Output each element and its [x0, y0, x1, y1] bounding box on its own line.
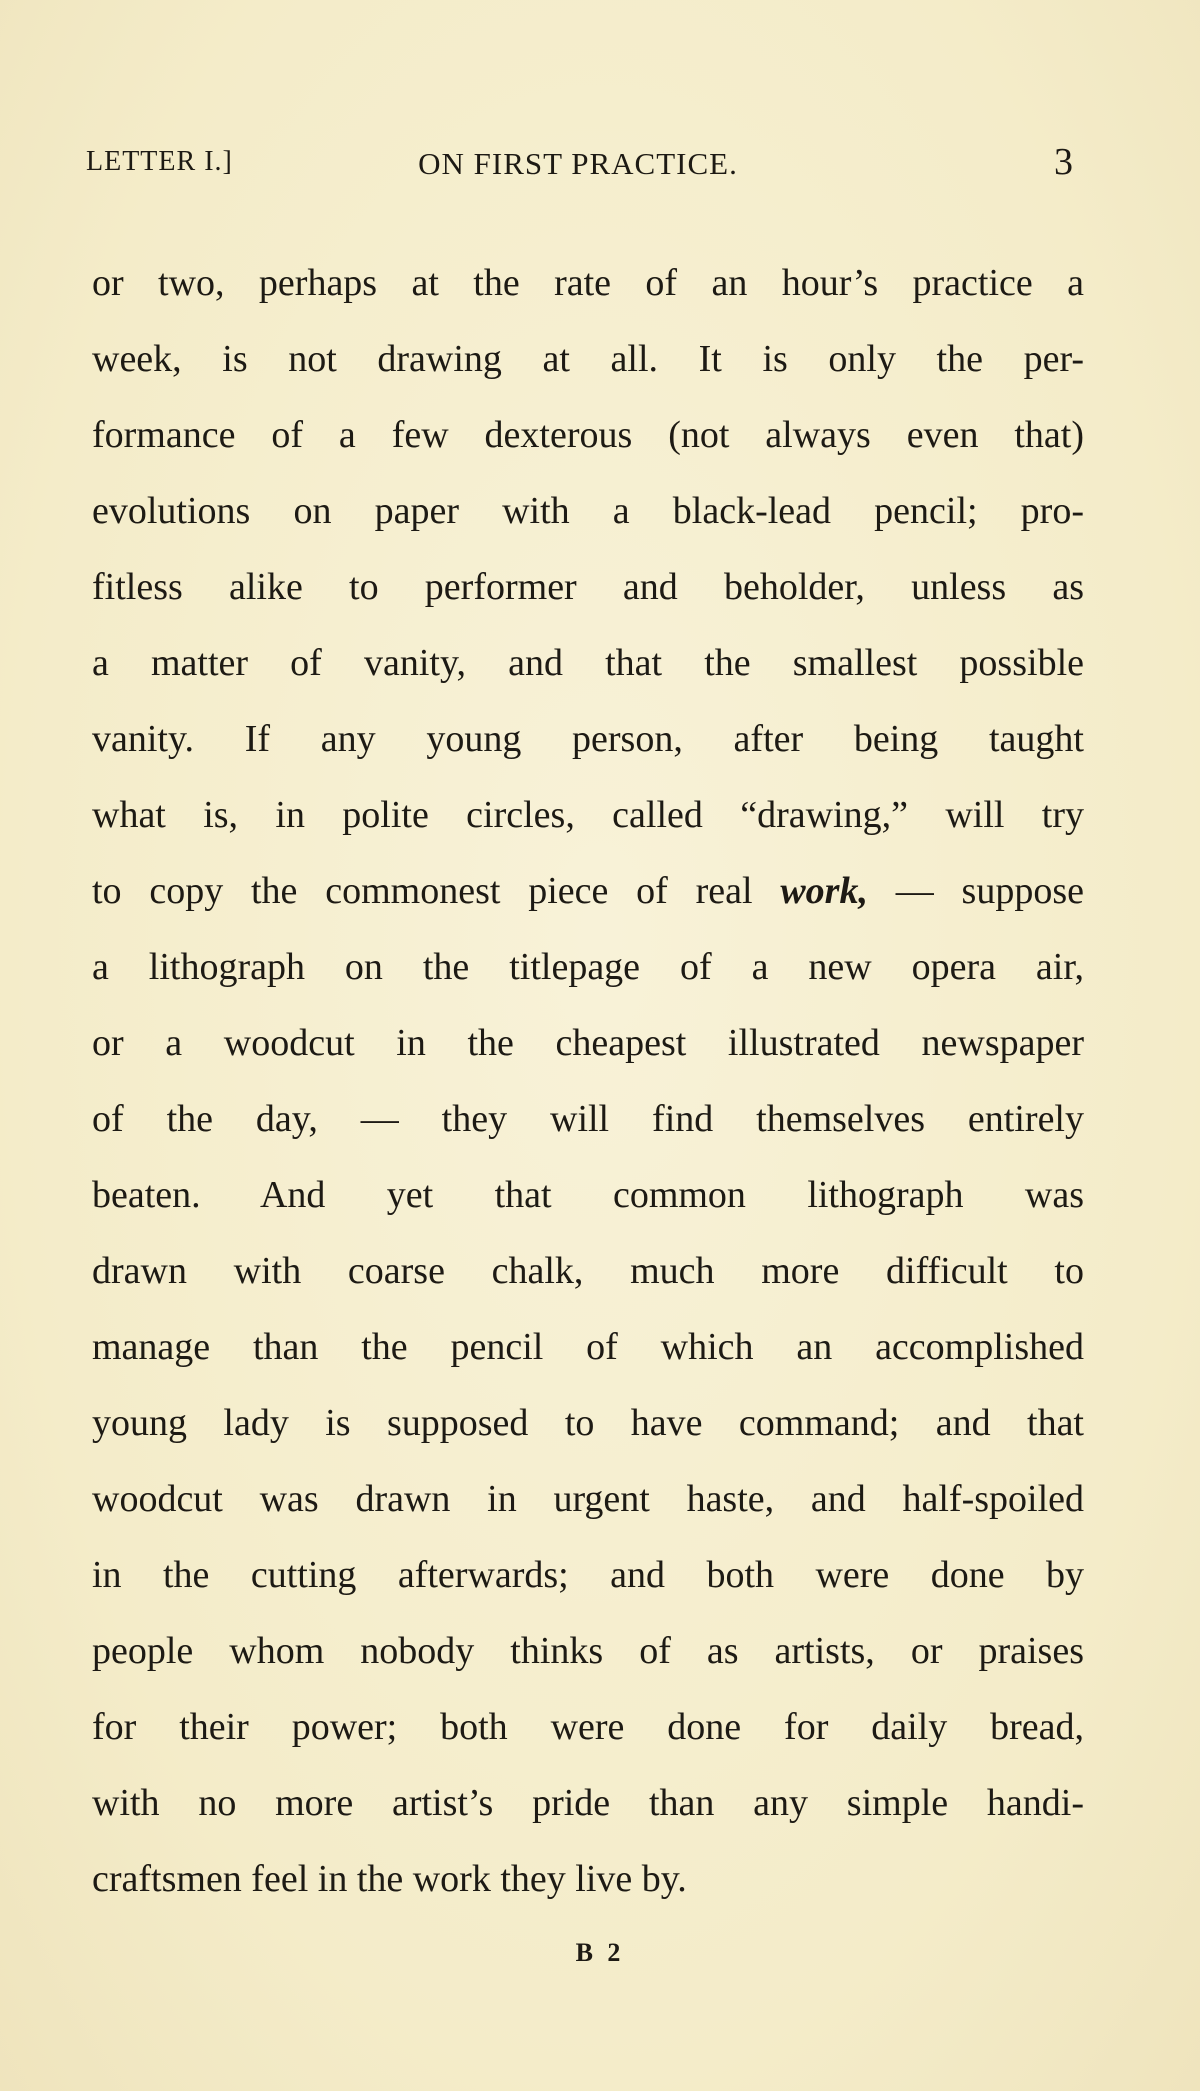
text-line: people whom nobody thinks of as artists, or praises: [92, 1630, 1084, 1672]
text-line: manage than the pencil of which an accomplished: [92, 1326, 1084, 1368]
text-line: fitless alike to performer and beholder, unless as: [92, 566, 1084, 608]
text-line: or a woodcut in the cheapest illustrated newspaper: [92, 1022, 1084, 1064]
body-text: [92, 245, 1084, 1917]
header-chapter-title: ON FIRST PRACTICE.: [418, 146, 738, 181]
text-line: evolutions on paper with a black-lead pencil; pro-: [92, 490, 1084, 532]
text-line: what is, in polite circles, called “drawing,” will try: [92, 794, 1084, 836]
text-line: with no more artist’s pride than any simple handi-: [92, 1782, 1084, 1824]
page-number: 3: [1054, 141, 1074, 183]
text-line: formance of a few dexterous (not always even that): [92, 414, 1084, 456]
text-line: a lithograph on the titlepage of a new opera air,: [92, 946, 1084, 988]
printer-signature-mark: B 2: [575, 1938, 625, 1967]
text-line: beaten. And yet that common lithograph was: [92, 1174, 1084, 1216]
text-line: craftsmen feel in the work they live by.: [92, 1858, 687, 1900]
text-line: week, is not drawing at all. It is only the per-: [92, 338, 1084, 380]
text-line: drawn with coarse chalk, much more difficult to: [92, 1250, 1084, 1292]
running-header: [86, 140, 1074, 184]
emphasized-word: work,: [780, 870, 868, 912]
text-line: a matter of vanity, and that the smallest possible: [92, 642, 1084, 684]
text-line: or two, perhaps at the rate of an hour’s practice a: [92, 262, 1084, 304]
text-line: vanity. If any young person, after being taught: [92, 718, 1084, 760]
header-letter-label: LETTER I.]: [86, 146, 233, 177]
text-line: of the day, — they will find themselves entirely: [92, 1098, 1084, 1140]
text-line: young lady is supposed to have command; and that: [92, 1402, 1084, 1444]
text-line: woodcut was drawn in urgent haste, and half-spoiled: [92, 1478, 1084, 1520]
text-segment: — suppose: [867, 870, 1084, 912]
text-segment: to copy the commonest piece of real: [92, 870, 781, 912]
text-line: for their power; both were done for daily bread,: [92, 1706, 1084, 1748]
text-line: in the cutting afterwards; and both were done by: [92, 1554, 1084, 1596]
text-line: [92, 853, 1084, 929]
